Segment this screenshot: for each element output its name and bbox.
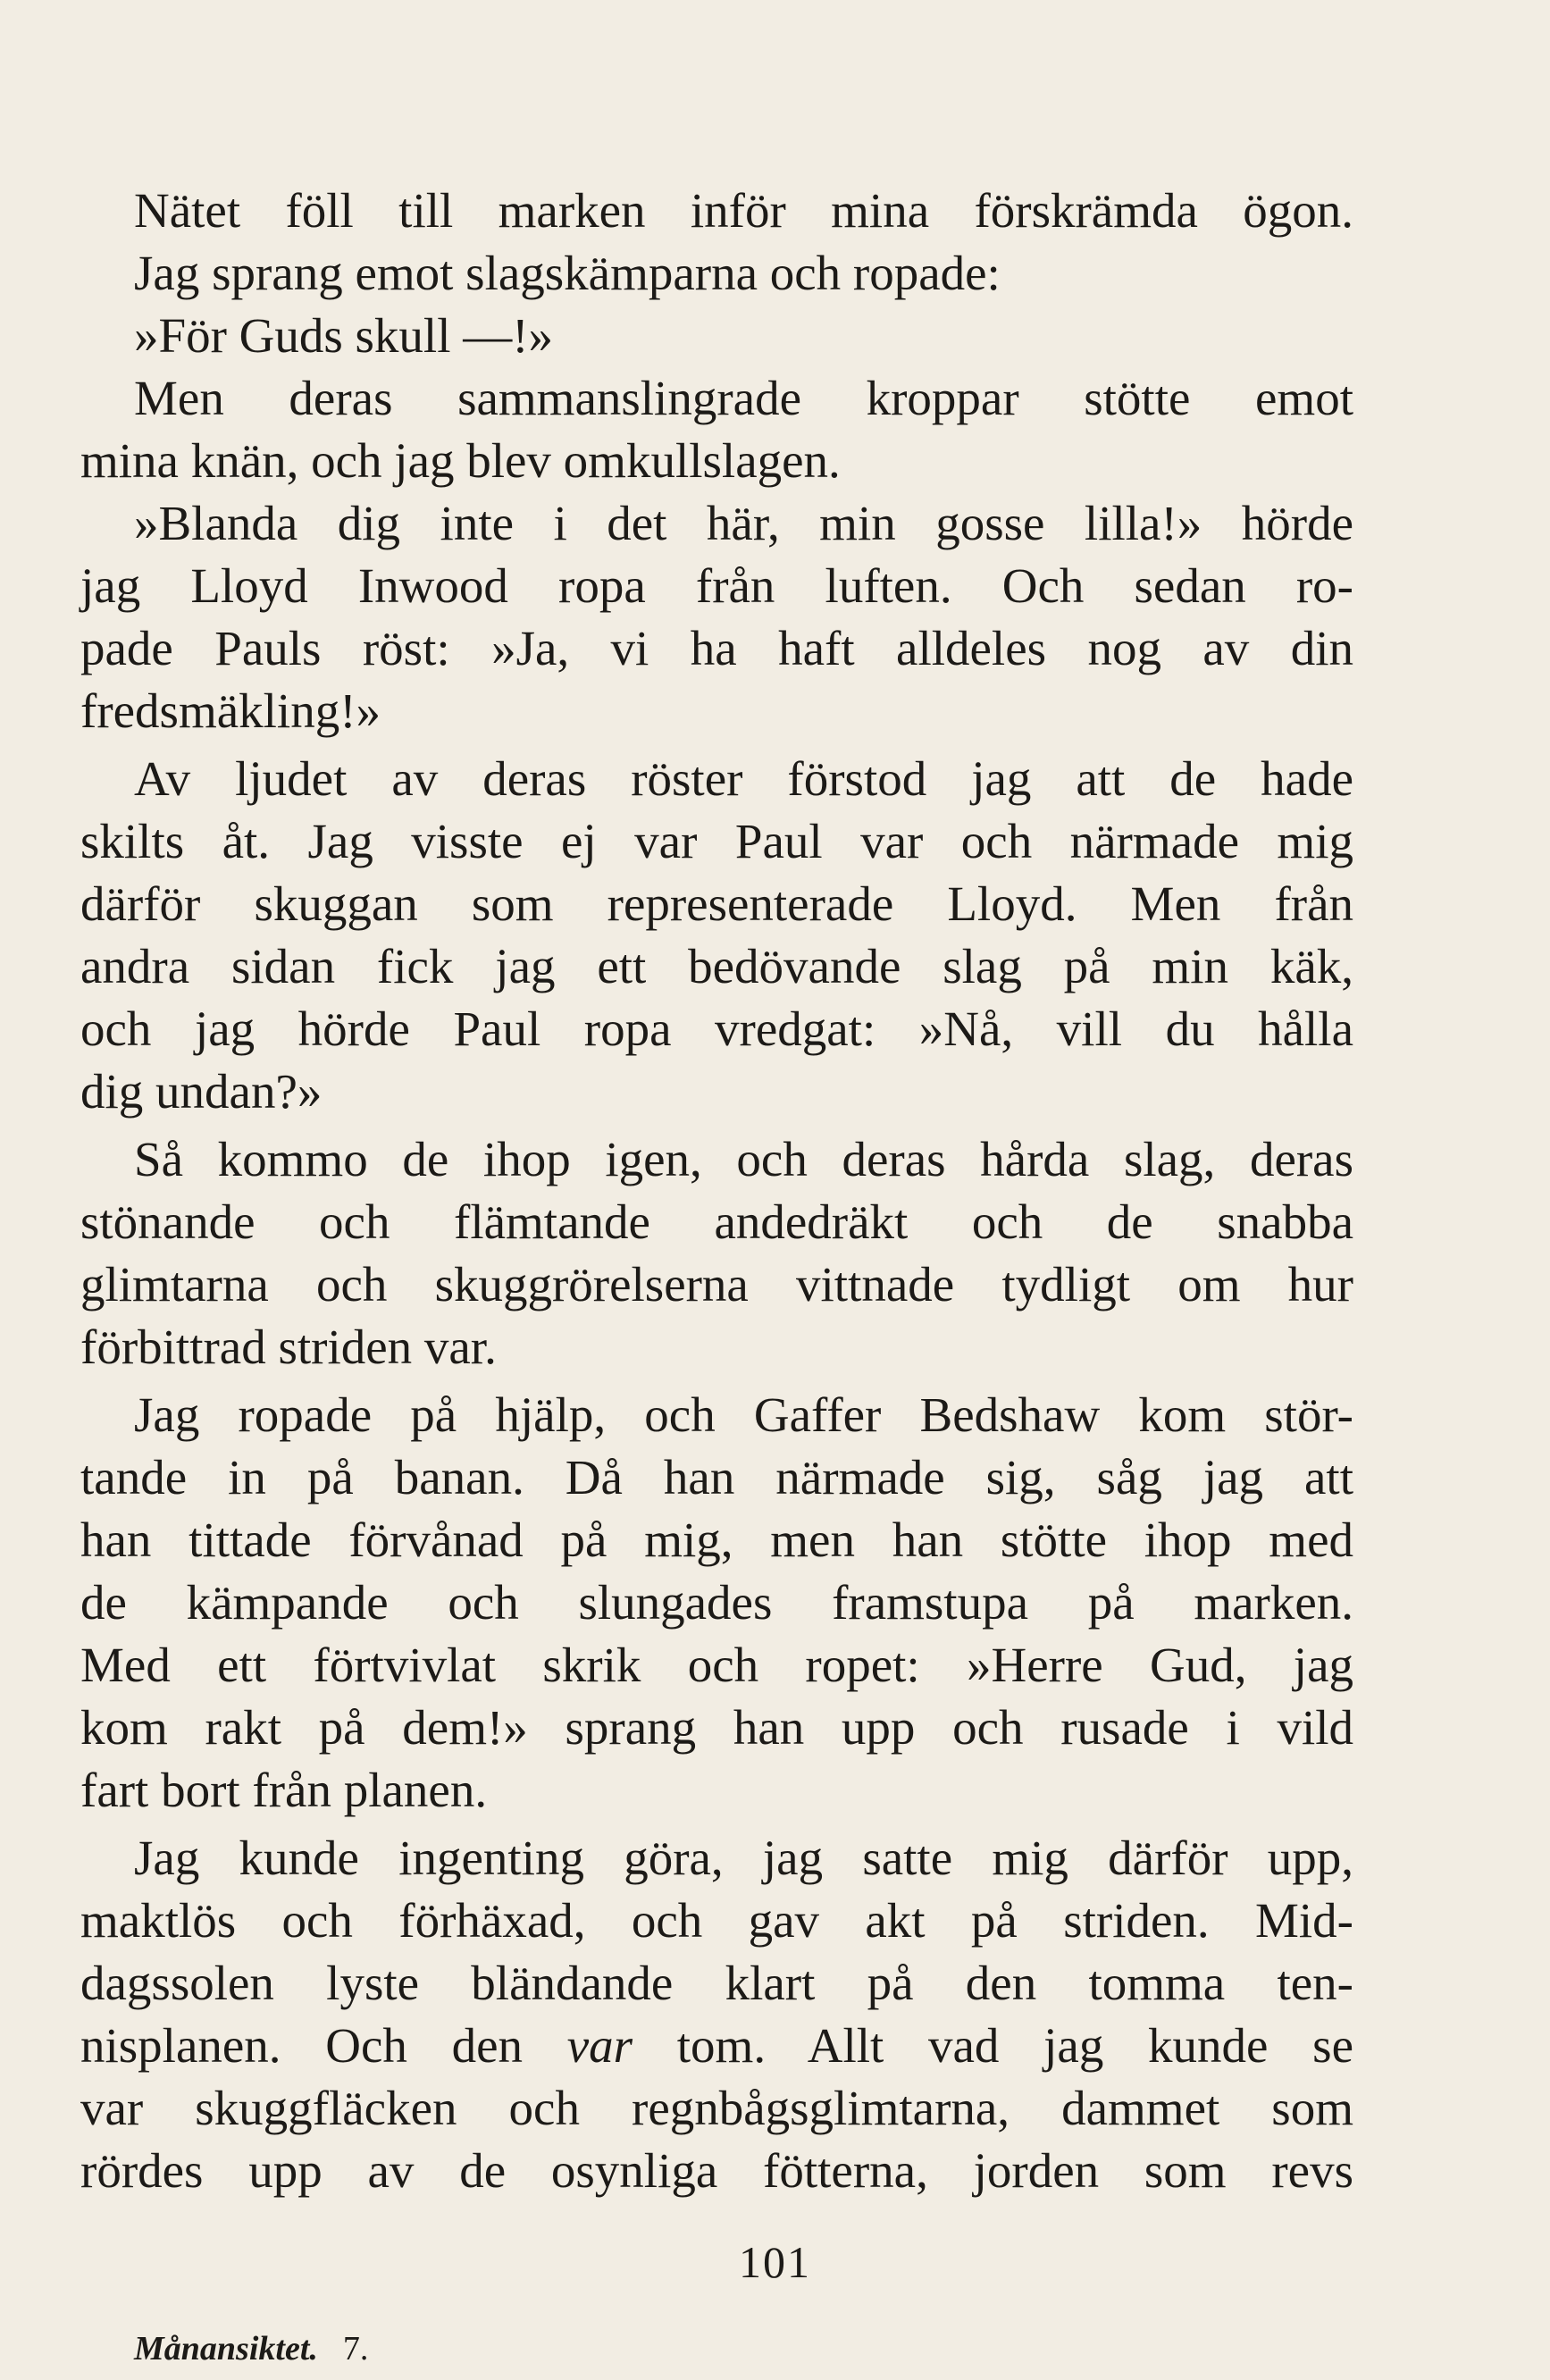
text-line: »För Guds skull —!» (134, 308, 554, 363)
text-line: kom rakt på dem!» sprang han upp och rusade i vild (80, 1700, 1353, 1755)
text-line: Jag ropade på hjälp, och Gaffer Bedshaw kom stör- (134, 1387, 1353, 1442)
text-line: pade Pauls röst: »Ja, vi ha haft alldeles nog av din (80, 621, 1353, 675)
text-line: stönande och flämtande andedräkt och de snabba (80, 1194, 1353, 1249)
text-line: fart bort från planen. (80, 1763, 488, 1817)
text-line: mina knän, och jag blev omkullslagen. (80, 433, 841, 488)
emphasis-word: var (566, 2018, 633, 2073)
text-line: »Blanda dig inte i det här, min gosse lilla!» hörde (134, 496, 1353, 550)
text-line: Av ljudet av deras röster förstod jag att de hade (134, 751, 1353, 806)
text-line: Jag kunde ingenting göra, jag satte mig därför upp, (134, 1831, 1353, 1885)
text-line: glimtarna och skuggrörelserna vittnade tydligt om hur (80, 1257, 1353, 1312)
text-line: han tittade förvånad på mig, men han stötte ihop med (80, 1513, 1353, 1567)
text-line: Så kommo de ihop igen, och deras hårda slag, deras (134, 1132, 1353, 1186)
text-line: rördes upp av de osynliga fötterna, jorden som revs (80, 2143, 1353, 2198)
signature-mark (134, 2328, 368, 2369)
text-line: maktlös och förhäxad, och gav akt på striden. Mid- (80, 1893, 1353, 1948)
text-span: nisplanen. Och den (80, 2018, 567, 2073)
text-line: tande in på banan. Då han närmade sig, såg jag att (80, 1450, 1353, 1504)
text-line: Jag sprang emot slagskämparna och ropade: (134, 246, 1001, 300)
text-line: andra sidan fick jag ett bedövande slag på min käk, (80, 939, 1353, 993)
text-span: tom. Allt vad jag kunde se (633, 2018, 1353, 2073)
text-line: förbittrad striden var. (80, 1320, 497, 1374)
text-line: jag Lloyd Inwood ropa från luften. Och sedan ro- (80, 558, 1353, 613)
text-line: Men deras sammanslingrade kroppar stötte emot (134, 371, 1353, 425)
text-line: och jag hörde Paul ropa vredgat: »Nå, vill du hålla (80, 1001, 1353, 1056)
page-number: 101 (739, 2237, 811, 2287)
text-line: därför skuggan som representerade Lloyd. Men från (80, 876, 1353, 931)
text-line: dagssolen lyste bländande klart på den tomma ten- (80, 1956, 1353, 2010)
signature-sheet-number: 7. (342, 2330, 369, 2367)
text-line (80, 2015, 1353, 2077)
text-line: de kämpande och slungades framstupa på marken. (80, 1575, 1353, 1630)
text-line: var skuggfläcken och regnbågsglimtarna, dammet som (80, 2081, 1353, 2135)
text-line: skilts åt. Jag visste ej var Paul var och närmade mig (80, 814, 1353, 868)
text-line: Med ett förtvivlat skrik och ropet: »Herre Gud, jag (80, 1638, 1353, 1692)
text-line: dig undan?» (80, 1064, 323, 1119)
signature-title: Månansiktet. (134, 2330, 318, 2367)
text-line: fredsmäkling!» (80, 683, 381, 738)
text-line: Nätet föll till marken inför mina förskrämda ögon. (134, 183, 1353, 238)
